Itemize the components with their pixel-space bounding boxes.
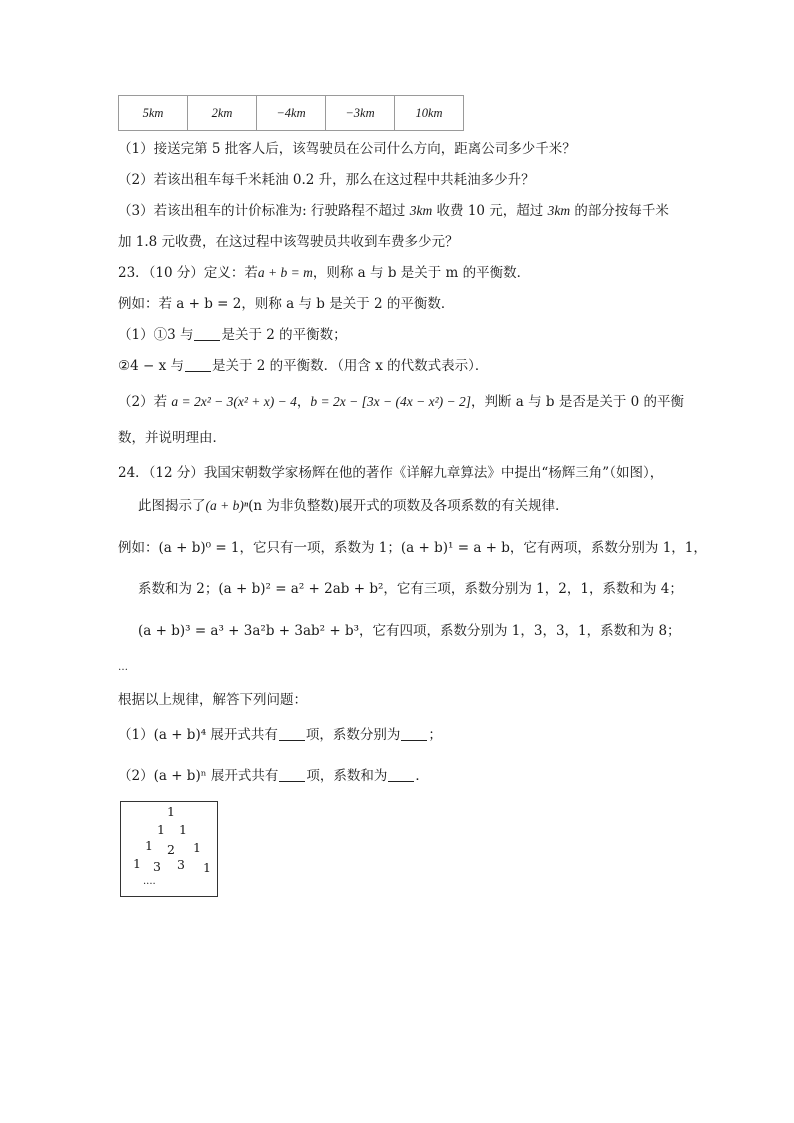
triangle-number: 1: [145, 838, 153, 853]
q23-example: 例如：若 a + b = 2，则称 a 与 b 是关于 2 的平衡数．: [118, 296, 455, 312]
triangle-number: 1: [157, 822, 165, 837]
triangle-number: 1: [167, 804, 175, 819]
q22-part2: （2）若该出租车每千米耗油 0.2 升，那么在这过程中共耗油多少升？: [118, 172, 535, 188]
q23-part2: （2）若 a = 2x² − 3(x² + x) − 4，b = 2x − [3x − (4x − x²) − 2]，判断 a 与 b 是否是关于 0 的平衡: [118, 394, 685, 410]
q24-example-2: 系数和为 2；(a + b)² = a² + 2ab + b²，它有三项，系数分别为 1，2，1，系数和为 4；: [138, 581, 683, 597]
q23-heading: 23．（10 分）定义：若a + b = m，则称 a 与 b 是关于 m 的平衡数．: [118, 265, 531, 281]
q23-part1b: ②4 − x 与 是关于 2 的平衡数．（用含 x 的代数式表示）．: [118, 358, 489, 374]
triangle-number: 1: [179, 822, 187, 837]
q23-part2-cont: 数，并说明理由．: [118, 430, 226, 446]
q24-heading-cont: 此图揭示了(a + b)ⁿ(n 为非负整数)展开式的项数及各项系数的有关规律．: [138, 498, 569, 514]
q24-ellipsis: …: [118, 662, 128, 673]
q24-example-1: 例如：(a + b)⁰ = 1，它只有一项，系数为 1；(a + b)¹ = a + b，它有两项，系数分别为 1，1，: [118, 540, 707, 556]
triangle-number: 3: [153, 859, 161, 874]
q22-part3-line1: （3）若该出租车的计价标准为: 行驶路程不超过 3km 收费 10 元，超过 3km 的部分按每千米: [118, 203, 669, 219]
triangle-number: 1: [193, 840, 201, 855]
table-cell: −4km: [257, 96, 326, 131]
distance-table: [118, 95, 464, 131]
q24-part2: （2）(a + b)ⁿ 展开式共有 项，系数和为 ．: [118, 768, 429, 784]
table-cell: 2km: [188, 96, 257, 131]
table-row: [119, 96, 464, 131]
q24-example-3: (a + b)³ = a³ + 3a²b + 3ab² + b³，它有四项，系数分别为 1，3，3，1，系数和为 8；: [138, 623, 681, 639]
q24-rule: 根据以上规律，解答下列问题：: [118, 692, 307, 708]
q22-part1: （1）接送完第 5 批客人后，该驾驶员在公司什么方向，距离公司多少千米？: [118, 141, 576, 157]
table-cell: −3km: [326, 96, 395, 131]
table-cell: 5km: [119, 96, 188, 131]
answer-blank[interactable]: [185, 357, 211, 372]
triangle-number: 1: [203, 860, 211, 875]
answer-blank[interactable]: [279, 767, 305, 782]
answer-blank[interactable]: [401, 726, 427, 741]
q23-part1a: （1）①3 与 是关于 2 的平衡数；: [118, 327, 347, 343]
answer-blank[interactable]: [388, 767, 414, 782]
yanghui-triangle-figure: [120, 801, 218, 897]
q22-part3-line2: 加 1.8 元收费，在这过程中该驾驶员共收到车费多少元？: [118, 234, 459, 250]
q24-heading: 24．（12 分）我国宋朝数学家杨辉在他的著作《详解九章算法》中提出“杨辉三角”（如图），: [118, 465, 664, 481]
q24-part1: （1）(a + b)⁴ 展开式共有 项，系数分别为 ；: [118, 727, 442, 743]
triangle-ellipsis: ....: [143, 876, 156, 887]
triangle-number: 1: [133, 856, 141, 871]
answer-blank[interactable]: [194, 326, 220, 341]
answer-blank[interactable]: [279, 726, 305, 741]
triangle-number: 3: [177, 857, 185, 872]
triangle-number: 2: [167, 842, 175, 857]
table-cell: 10km: [395, 96, 464, 131]
